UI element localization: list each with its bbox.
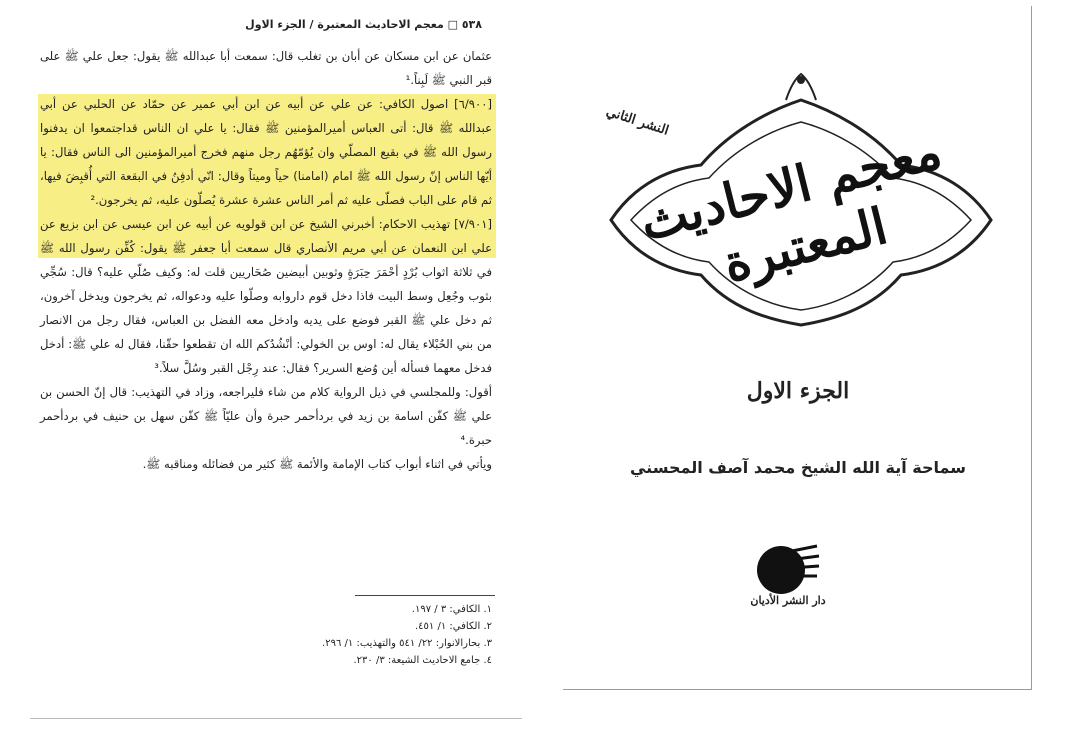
footnote-3: ٣. بحارالانوار: ٢٢/ ٥٤١ والتهذيب: ١/ ٢٩٦. (322, 638, 492, 649)
footnote-2: ٢. الكافي: ١/ ٤٥١. (414, 621, 492, 632)
paragraph-4: أقول: وللمجلسي في ذيل الرواية كلام من شاء فليراجعه، وزاد في التهذيب: قال إنّ الحسن بن علي ﷺ كفّن اسامة بن زيد في بردأحمر حبرة وأن عليّاً ﷺ كفّن سهل بن حنيف في بردأحمر حبرة.⁴ (40, 385, 492, 447)
author-name: سماحة آية الله الشيخ محمد آصف المحسني (629, 458, 967, 477)
footnote-rule (355, 595, 495, 596)
paragraph-1: عثمان عن ابن مسكان عن أبان بن تغلب قال: سمعت أبا عبدالله ﷺ يقول: جعل علي ﷺ على قبر النبي ﷺ لَبِناً.¹ (40, 49, 492, 87)
running-head: ٥٣٨ □ معجم الاحاديث المعتبرة / الجزء الاول (245, 18, 482, 31)
footnote-4: ٤. جامع الاحاديث الشيعة: ٣/ ٢٣٠. (353, 655, 492, 666)
footnote-1: ١. الكافي: ٣ / ١٩٧. (411, 604, 492, 615)
paragraph-3: [٧/٩٠١] تهذيب الاحكام: أخبرني الشيخ عن ابن قولويه عن أبيه عن ابن عيسى عن ابن بزيع عن علي ابن النعمان عن أبي مريم الأنصاري قال سمعت أبا جعفر ﷺ يقول: كُفِّن رسول الله ﷺ في ثلاثة اثواب بُرْدٍ أحْمَرَ حِبَرَةٍ وثوبين أبيضين صُحَاريين قلت له: وكيف صُلّي عليه؟ قال: سُجِّي بثوب وجُعِل وسط البيت فاذا دخل قوم داروابه وصلّوا عليه ودعواله، ثم يخرجون ويدخل آخرون، ثم دخل علي ﷺ القبر فوضع على يديه وادخل معه الفضل بن العباس، فقال رجل من الانصار من بني الحُبْلاء يقال له: اوس بن الخولي: أنْشُدُكم الله ان تقطعوا حقّنا، فقال له علي ﷺ: أدخل فدخل معهما فسأله أين وُضع السرير؟ فقال: عند رِجْل القبر وسُلَّ سلاً.³ (40, 217, 492, 375)
page-bottom-line (30, 718, 522, 719)
publisher-logo-icon (753, 542, 823, 597)
paragraph-2-highlighted: [٦/٩٠٠] اصول الكافي: عن علي عن أبيه عن ابن أبي عمير عن حمّاد عن الحلبي عن أبي عبدالله ﷺ قال: أتى العباس أميرالمؤمنين ﷺ فقال: يا علي ان الناس قداجتمعوا ان يدفنوا رسول الله ﷺ في بقيع المصلّي وان يُؤمّهُم رجل منهم فخرج أميرالمؤمنين الى الناس فقال: يا أيّها الناس إنّ رسول الله ﷺ امام (امامنا) حياً وميتاً وقال: انّي أدفِنُ في البقعة التي أُقبِضَ فيها، ثم قام على الباب فصلّى عليه ثم أمر الناس عشرة عشرة يُصلّون عليه، ثم يخرجون.² (40, 97, 492, 207)
volume-label: الجزء الاول (746, 378, 850, 404)
footnotes (40, 601, 492, 669)
edition-label: النشر الثاني (604, 104, 671, 139)
publisher-name: دار النشر الأديان (750, 594, 826, 607)
book-title: معجم الاحاديث المعتبرة (634, 120, 948, 294)
book-cover-page (563, 6, 1032, 690)
paragraph-5: ويأتي في اثناء أبواب كتاب الإمامة والأئمة ﷺ كثير من فضائله ومناقبه ﷺ. (142, 457, 492, 471)
body-text (40, 44, 492, 476)
